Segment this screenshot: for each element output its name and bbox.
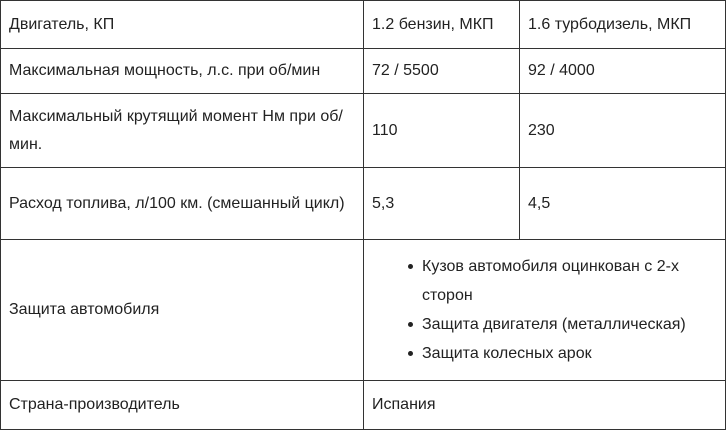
list-item: Защита двигателя (металлическая): [422, 310, 717, 339]
row-value-2-cell: 230: [520, 94, 726, 168]
row-label-cell: Максимальный крутящий момент Нм при об/мин.: [1, 94, 364, 168]
table-header-row: [1, 1, 726, 49]
list-item: Защита колесных арок: [422, 339, 717, 368]
row-value-1-cell: 110: [364, 94, 520, 168]
row-label-cell: Максимальная мощность, л.с. при об/мин: [1, 49, 364, 94]
row-value-2-cell: 4,5: [520, 168, 726, 240]
row-label-cell: Расход топлива, л/100 км. (смешанный цикл): [1, 168, 364, 240]
table-row: [1, 49, 726, 94]
row-value-2-cell: 92 / 4000: [520, 49, 726, 94]
row-value-1-cell: 5,3: [364, 168, 520, 240]
row-value-1-cell: 72 / 5500: [364, 49, 520, 94]
protection-list-cell: [364, 240, 726, 381]
country-row: [1, 381, 726, 430]
country-value-cell: Испания: [364, 381, 726, 430]
header-label-cell: Двигатель, КП: [1, 1, 364, 49]
header-engine-1-cell: 1.2 бензин, МКП: [364, 1, 520, 49]
protection-list: [372, 252, 717, 368]
country-label-cell: Страна-производитель: [1, 381, 364, 430]
table-row: [1, 94, 726, 168]
list-item: Кузов автомобиля оцинкован с 2-х сторон: [422, 252, 717, 310]
header-engine-2-cell: 1.6 турбодизель, МКП: [520, 1, 726, 49]
protection-row: [1, 240, 726, 381]
protection-label-cell: Защита автомобиля: [1, 240, 364, 381]
table-row: [1, 168, 726, 240]
